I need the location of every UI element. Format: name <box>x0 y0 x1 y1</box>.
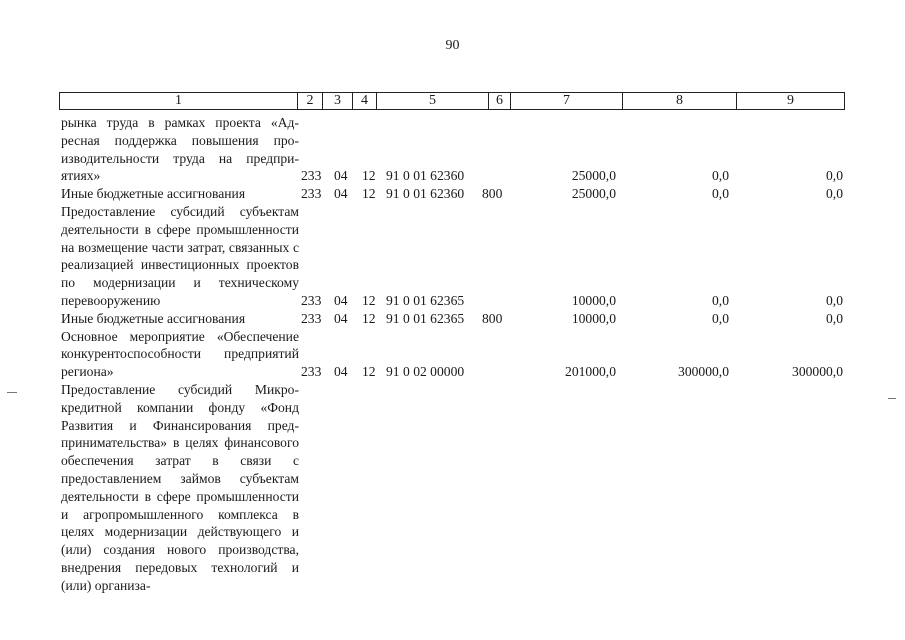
row-description: Основное мероприятие «Обеспечение конкурентоспособности предприятий региона» <box>61 328 299 380</box>
row-description: Иные бюджетные ассигнования <box>61 186 246 202</box>
code-subsection: 12 <box>362 168 376 184</box>
row-codes <box>0 167 905 185</box>
code-grbs: 233 <box>301 168 322 184</box>
header-col-6: 6 <box>489 93 511 109</box>
code-grbs: 233 <box>301 364 322 380</box>
code-expense-type: 800 <box>482 186 503 202</box>
table-row <box>0 310 905 328</box>
row-codes <box>0 363 905 381</box>
code-subsection: 12 <box>362 364 376 380</box>
code-subsection: 12 <box>362 310 376 326</box>
amount-col-7: 10000,0 <box>571 292 616 308</box>
amount-col-9: 0,0 <box>826 292 843 308</box>
code-section: 04 <box>334 364 348 380</box>
header-col-5: 5 <box>377 93 489 109</box>
header-col-1: 1 <box>60 93 298 109</box>
amount-col-8: 300000,0 <box>678 364 729 380</box>
code-expense-type: 800 <box>482 310 503 326</box>
amount-col-7: 10000,0 <box>571 310 616 326</box>
row-description: рынка труда в рамках проекта «Адресная поддержка повышения производительности труда на предприятиях» <box>61 115 299 184</box>
code-section: 04 <box>334 168 348 184</box>
row-codes <box>0 310 905 328</box>
header-col-3: 3 <box>323 93 353 109</box>
table-header <box>59 92 845 110</box>
code-section: 04 <box>334 310 348 326</box>
header-col-4: 4 <box>353 93 377 109</box>
code-grbs: 233 <box>301 310 322 326</box>
row-codes <box>0 292 905 310</box>
code-target-article: 91 0 01 62360 <box>386 186 465 202</box>
code-section: 04 <box>334 186 348 202</box>
row-codes <box>0 185 905 203</box>
header-col-9: 9 <box>787 93 794 108</box>
amount-col-9: 0,0 <box>826 168 843 184</box>
amount-col-9: 300000,0 <box>792 364 843 380</box>
code-target-article: 91 0 02 00000 <box>386 364 465 380</box>
table-row <box>0 381 905 595</box>
code-subsection: 12 <box>362 292 376 308</box>
table-row <box>0 185 905 203</box>
table-row <box>0 328 905 381</box>
header-col-2: 2 <box>298 93 323 109</box>
amount-col-8: 0,0 <box>712 186 729 202</box>
row-codes <box>0 577 905 595</box>
amount-col-8: 0,0 <box>712 292 729 308</box>
table-body <box>0 114 905 595</box>
code-grbs: 233 <box>301 292 322 308</box>
amount-col-8: 0,0 <box>712 310 729 326</box>
code-target-article: 91 0 01 62365 <box>386 310 465 326</box>
amount-col-9: 0,0 <box>826 310 843 326</box>
row-description: Предоставление субсидий субъектам деятельности в сфере промышленности на возмещение части затрат, связанных с реализацией инвестиционных проектов по модернизации и техническому перевооружению <box>61 203 299 308</box>
header-col-7: 7 <box>511 93 623 109</box>
amount-col-9: 0,0 <box>826 186 843 202</box>
row-description: Иные бюджетные ассигнования <box>61 310 246 326</box>
amount-col-7: 25000,0 <box>571 168 616 184</box>
row-description: Предоставление субсидий Микрокредитной компании фонду «Фонд Развития и Финансирования предпринимательства» в целях финансового обеспечения затрат в связи с предоставлением займов субъектам деятельности в сфере промышленности и агропромышленного комплекса в целях модернизации действующего и (или) создания нового производства, внедрения передовых технологий и (или) организа- <box>61 381 299 593</box>
code-subsection: 12 <box>362 186 376 202</box>
scan-mark <box>888 398 896 399</box>
table-row <box>0 203 905 310</box>
code-section: 04 <box>334 292 348 308</box>
code-target-article: 91 0 01 62365 <box>386 292 465 308</box>
amount-col-7: 201000,0 <box>565 364 616 380</box>
table-row <box>0 114 905 185</box>
code-target-article: 91 0 01 62360 <box>386 168 465 184</box>
amount-col-8: 0,0 <box>712 168 729 184</box>
scan-mark <box>7 392 17 393</box>
page-number: 90 <box>445 38 460 53</box>
header-col-8: 8 <box>623 93 737 109</box>
code-grbs: 233 <box>301 186 322 202</box>
amount-col-7: 25000,0 <box>571 186 616 202</box>
